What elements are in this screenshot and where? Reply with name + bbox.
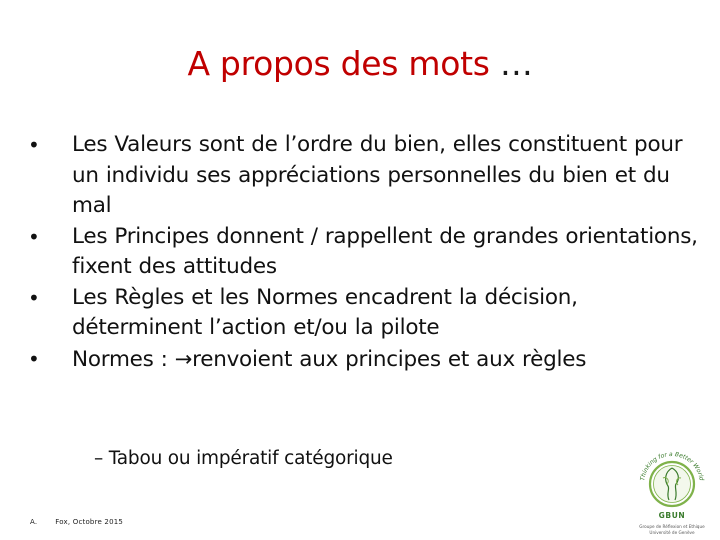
bullet-text: renvoient aux principes et aux règles [192, 346, 587, 372]
title-ellipsis: … [499, 44, 533, 83]
bullet-dot: • [28, 346, 40, 371]
footer [30, 518, 123, 526]
arrow-right-icon: → [174, 346, 193, 371]
logo-caption [632, 524, 712, 536]
logo-caption-line2: Université de Genève [649, 530, 695, 535]
logo-name: GBUN [658, 511, 686, 520]
bullet-dot: • [28, 133, 40, 157]
bullet-principes [28, 222, 708, 283]
bullet-list [28, 130, 708, 375]
footer-author: Fox, [55, 518, 71, 526]
bullet-text: Les Principes donnent / rappellent de grandes orientations, fixent des attitudes [72, 223, 698, 279]
logo-arc-text: Thinking for a Better World [639, 450, 705, 482]
title-text: A propos des mots [187, 44, 490, 83]
bullet-text: Les Règles et les Normes encadrent la décision, déterminent l’action et/ou la pilote [72, 284, 578, 340]
bullet-normes [28, 344, 708, 376]
footer-date: Octobre 2015 [72, 518, 124, 526]
slide-title [0, 44, 720, 83]
bullet-valeurs [28, 130, 708, 222]
bullet-text: Les Valeurs sont de l’ordre du bien, elles constituent pour un individu ses appréciations personnelles du bien et du mal [72, 132, 683, 218]
bullet-dot: • [28, 285, 40, 310]
footer-initial: A. [30, 518, 38, 526]
gbun-logo [632, 448, 712, 540]
logo-caption-line1: Groupe de Réflexion et Ethique [639, 524, 705, 529]
bullet-dot: • [28, 224, 40, 249]
bullet-prefix: Normes : [72, 346, 175, 372]
logo-emblem [632, 448, 712, 512]
bullet-regles [28, 283, 708, 344]
sub-bullet: – Tabou ou impératif catégorique [94, 448, 393, 469]
